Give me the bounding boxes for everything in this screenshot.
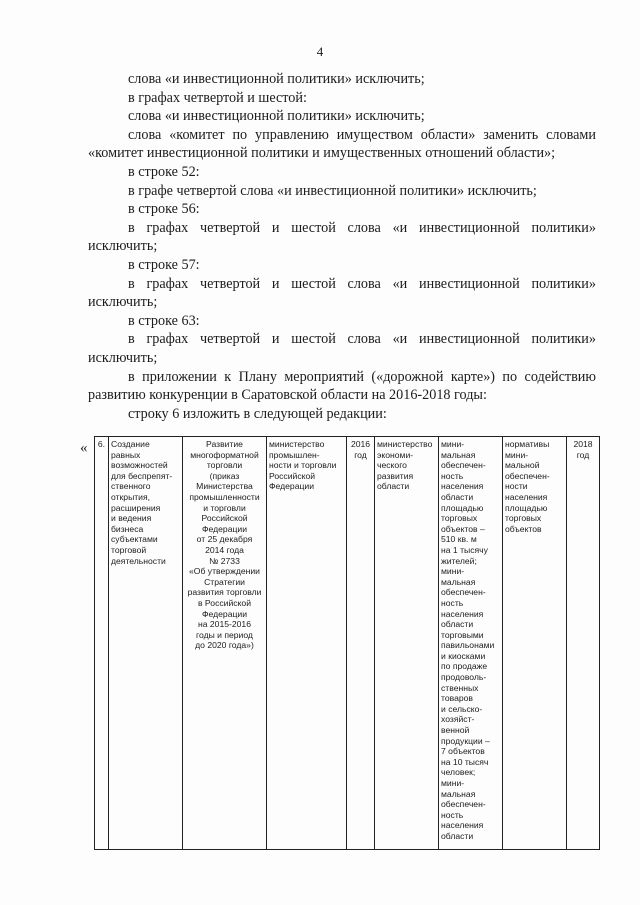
paragraph: в строке 57:: [128, 256, 200, 273]
page-number: 4: [316, 44, 324, 59]
cell-result: нормативы мини- мальной обеспечен- ности населения площадью торговых объектов: [503, 437, 567, 850]
paragraph: слова «комитет по управлению имуществом области» заменить словами «комитет инвестиционной политики и имущественных отношений области»;: [88, 126, 596, 162]
paragraph: слова «и инвестиционной политики» исключить;: [128, 108, 425, 125]
paragraph: в графе четвертой слова «и инвестиционной политики» исключить;: [128, 182, 537, 199]
cell-basis: Развитие многоформатной торговли (приказ Министерства промышленности и торговли Российской Федерации от 25 декабря 2014 года № 2733 «Об утверждении Стратегии развития торговли в Российской Федерации на 2015-2016 годы и период до 2020 года»): [183, 437, 267, 850]
document-body: [88, 70, 596, 423]
paragraph: строку 6 изложить в следующей редакции:: [128, 405, 387, 422]
cell-year-start: 2016 год: [347, 437, 375, 850]
paragraph: в графах четвертой и шестой слова «и инвестиционной политики» исключить;: [88, 275, 596, 311]
cell-year-end: 2018 год: [567, 437, 600, 850]
cell-responsible: министерство промышлен- ности и торговли Российской Федерации: [267, 437, 347, 850]
cell-measure: Создание равных возможностей для беспрепят- ственного открытия, расширения и ведения бизнеса субъектами торговой деятельности: [109, 437, 183, 850]
table-row: [95, 437, 600, 850]
paragraph: в строке 56:: [128, 201, 200, 218]
paragraph: в графах четвертой и шестой слова «и инвестиционной политики» исключить;: [88, 331, 596, 366]
paragraph: в графах четвертой и шестой слова «и инвестиционной политики» исключить;: [88, 219, 596, 255]
cell-row-number: 6.: [95, 437, 109, 850]
paragraph: в строке 52:: [128, 163, 200, 180]
roadmap-table: [94, 436, 600, 850]
paragraph: в графах четвертой и шестой:: [128, 89, 307, 106]
cell-executor: министерство экономи- ческого развития области: [375, 437, 439, 850]
open-quote-mark: «: [80, 440, 88, 456]
paragraph: в строке 63:: [128, 312, 200, 329]
paragraph: слова «и инвестиционной политики» исключить;: [128, 71, 425, 87]
cell-indicator: мини- мальная обеспечен- ность населения области площадью торговых объектов – 510 кв. м на 1 тысячу жителей; мини- мальная обеспечен- ность населения области торговыми павильонами и киосками по продаже продоволь- ственных товаров и сельско- хозяйст- венной продукции – 7 объектов на 10 тысяч человек; мини- мальная обеспечен- ность населения области: [439, 437, 503, 850]
paragraph: в приложении к Плану мероприятий («дорожной карте») по содействию развитию конкуренции в Саратовской области на 2016-2018 годы:: [88, 368, 596, 404]
